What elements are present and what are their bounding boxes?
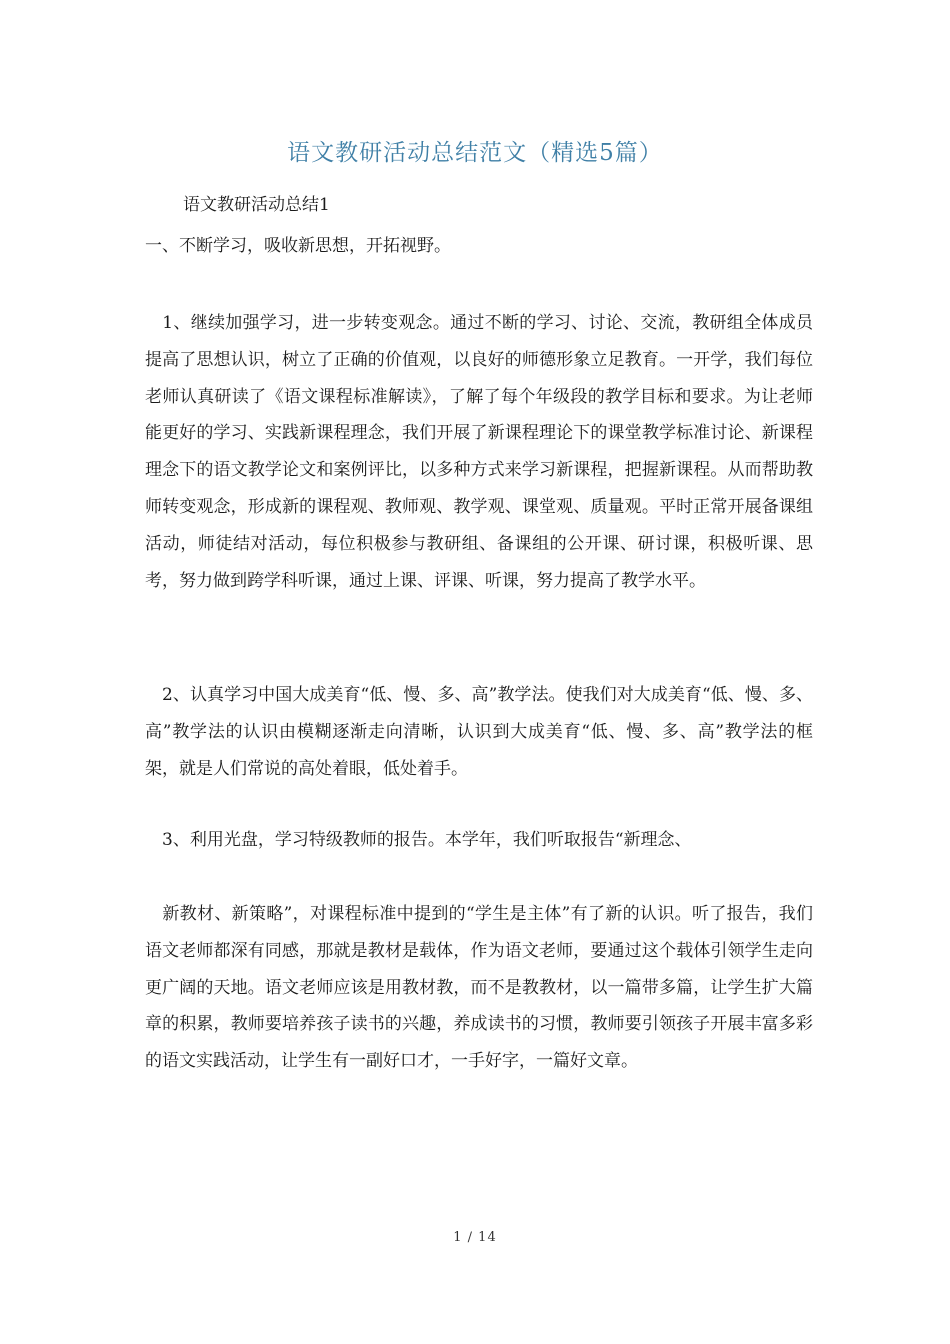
paragraph-1: 1、继续加强学习，进一步转变观念。通过不断的学习、讨论、交流，教研组全体成员提高了思想认识，树立了正确的价值观，以良好的师德形象立足教育。一开学，我们每位老师认真研读了《语文课程标准解读》，了解了每个年级段的教学目标和要求。为让老师能更好的学习、实践新课程理念，我们开展了新课程理论下的课堂教学标准讨论、新课程理念下的语文教学论文和案例评比，以多种方式来学习新课程，把握新课程。从而帮助教师转变观念，形成新的课程观、教师观、教学观、课堂观、质量观。平时正常开展备课组活动，师徒结对活动，每位积极参与教研组、备课组的公开课、研讨课，积极听课、思考，努力做到跨学科听课，通过上课、评课、听课，努力提高了教学水平。 [145,313,813,591]
paragraph-2: 2、认真学习中国大成美育“低、慢、多、高”教学法。使我们对大成美育“低、慢、多、高”教学法的认识由模糊逐渐走向清晰，认识到大成美育“低、慢、多、高”教学法的框架，就是人们常说的高处着眼，低处着手。 [145,685,813,779]
paragraph-3: 3、利用光盘，学习特级教师的报告。本学年，我们听取报告“新理念、 [145,830,692,850]
document-title: 语文教研活动总结范文（精选5篇） [287,140,663,166]
page-number: 1 / 14 [453,1230,497,1245]
section-heading: 语文教研活动总结1 [183,195,330,215]
subheading: 一、不断学习，吸收新思想，开拓视野。 [145,236,451,256]
paragraph-4: 新教材、新策略”，对课程标准中提到的“学生是主体”有了新的认识。听了报告，我们语文老师都深有同感，那就是教材是载体，作为语文老师，要通过这个载体引领学生走向更广阔的天地。语文老师应该是用教材教，而不是教教材，以一篇带多篇，让学生扩大篇章的积累，教师要培养孩子读书的兴趣，养成读书的习惯，教师要引领孩子开展丰富多彩的语文实践活动，让学生有一副好口才，一手好字，一篇好文章。 [145,904,813,1072]
